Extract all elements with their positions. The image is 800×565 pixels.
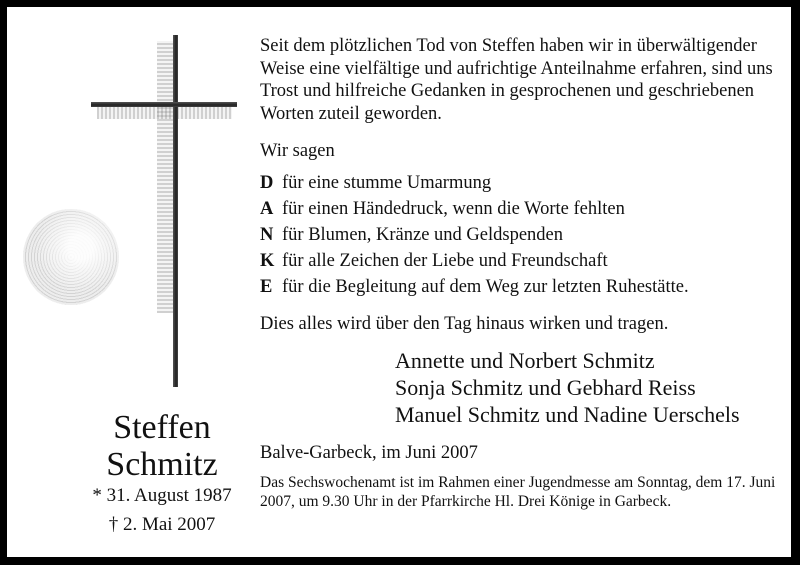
closing-sentence: Dies alles wird über den Tag hinaus wirken und tragen. [260, 314, 669, 334]
list-item [260, 248, 780, 274]
place-date: Balve-Garbeck, im Juni 2007 [260, 443, 478, 463]
signature-line: Sonja Schmitz und Gebhard Reiss [395, 375, 696, 400]
birth-date: * 31. August 1987 [92, 485, 232, 506]
signature-line: Manuel Schmitz und Nadine Uerschels [395, 402, 740, 427]
acrostic-letter: E [260, 277, 273, 297]
acrostic-letter: D [260, 173, 274, 193]
acrostic-text: für einen Händedruck, wenn die Worte fehlten [282, 199, 625, 219]
sun-orb-decoration [23, 209, 119, 305]
signature-line: Annette und Norbert Schmitz [395, 348, 655, 373]
memorial-mass-note: Das Sechswochenamt ist im Rahmen einer Jugendmesse am Sonntag, dem 17. Juni 2007, um 9.30 Uhr in der Pfarrkirche Hl. Drei Könige in Garbeck. [260, 474, 776, 510]
obituary-card [7, 7, 791, 557]
family-signatures [395, 347, 790, 428]
list-item [260, 196, 780, 222]
death-date: † 2. Mai 2007 [108, 514, 216, 535]
acrostic-letter: A [260, 199, 274, 219]
acrostic-text: für die Begleitung auf dem Weg zur letzten Ruhestätte. [282, 277, 689, 297]
acrostic-text: für Blumen, Kränze und Geldspenden [282, 225, 564, 245]
deceased-last-name: Schmitz [106, 446, 218, 483]
acrostic-text: für eine stumme Umarmung [282, 173, 492, 193]
acrostic-letter: K [260, 251, 275, 271]
intro-paragraph: Seit dem plötzlichen Tod von Steffen haben wir in überwältigender Weise eine vielfältige und aufrichtige Anteilnahme erfahren, sind uns Trost und hilfreiche Gedanken in gesprochenen und geschriebenen Worten zuteil geworden. [260, 36, 773, 124]
cross-icon-crossbar [91, 102, 237, 107]
cross-icon [173, 35, 178, 387]
acrostic-text: für alle Zeichen der Liebe und Freundschaft [282, 251, 608, 271]
we-say-heading: Wir sagen [260, 141, 335, 161]
deceased-first-name: Steffen [113, 409, 211, 446]
thanks-acrostic-list [260, 170, 780, 300]
list-item [260, 170, 780, 196]
list-item [260, 274, 780, 300]
list-item [260, 222, 780, 248]
acrostic-letter: N [260, 225, 274, 245]
cross-shadow-decoration [97, 105, 232, 119]
